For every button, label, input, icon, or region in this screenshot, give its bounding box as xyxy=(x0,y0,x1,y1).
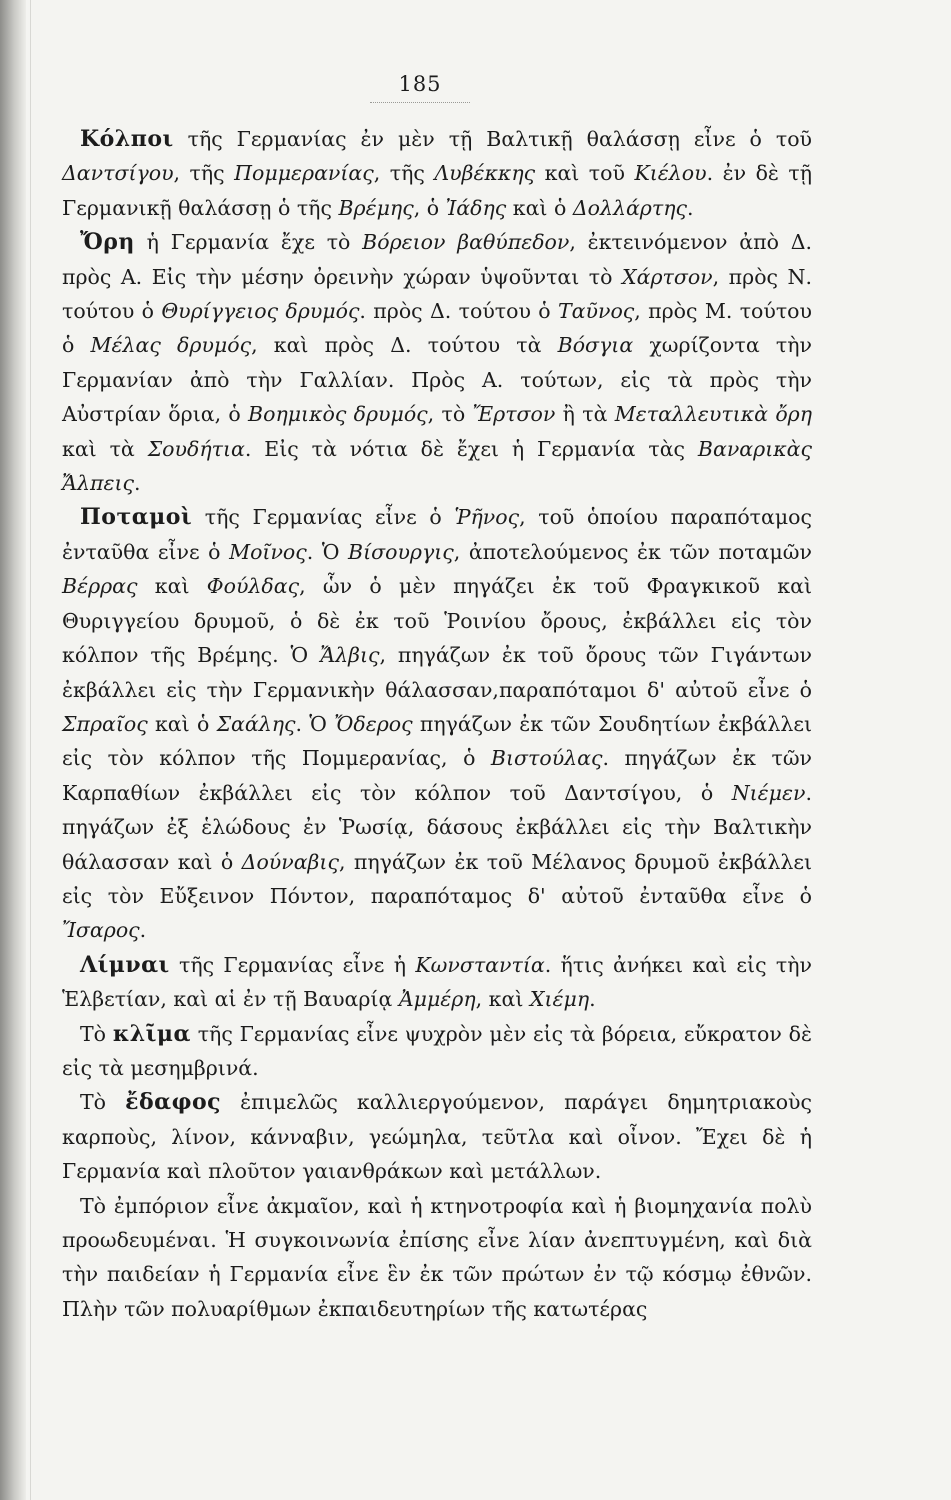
text: καὶ xyxy=(137,574,207,599)
place-name: Δαντσίγου xyxy=(62,161,174,186)
place-name: Δούναβις xyxy=(241,849,339,874)
text: Τὸ xyxy=(80,1021,113,1046)
text: . xyxy=(139,918,147,943)
place-name: Βόρειον βαθύπεδον xyxy=(362,230,570,255)
text: , καὶ xyxy=(475,987,530,1012)
heading-mountains: Ὄρη xyxy=(80,229,135,256)
place-name: Ἄλβις xyxy=(320,643,380,668)
heading-gulfs: Κόλποι xyxy=(80,126,174,152)
text: ἡ Γερμανία ἔχε τὸ xyxy=(134,230,363,255)
text: τῆς Γερμανίας ἐν μὲν τῇ Βαλτικῇ θαλάσσῃ εἶνε ὁ τοῦ xyxy=(173,127,812,151)
body-text xyxy=(62,122,812,1326)
place-name: Βιστούλας xyxy=(490,746,603,771)
text: , ἀποτελούμενος ἐκ τῶν ποταμῶν xyxy=(453,539,812,564)
place-name: Σαάλης xyxy=(216,711,296,736)
place-name: Βρέμης xyxy=(338,195,414,220)
place-name: Βόσγια xyxy=(557,333,634,358)
place-name: Σουδήτια xyxy=(147,436,245,461)
place-name: Ὄδερος xyxy=(334,711,413,736)
place-name: Κωνσταντία xyxy=(415,952,545,977)
text: , ὁ xyxy=(413,195,446,220)
place-name: Βίσουργις xyxy=(348,539,454,564)
page-number-rule xyxy=(370,102,470,103)
text: , πηγάζων ἐκ τοῦ ὄρους τῶν Γιγάντων ἐκβάλλει εἰς τὴν Γερμανικὴν θάλασσαν,παραπόταμοι δ' αὐτοῦ εἶνε ὁ xyxy=(62,643,812,702)
paragraph-mountains xyxy=(62,225,812,500)
text: . xyxy=(589,987,596,1012)
text: . ἥτις ἀνήκει καὶ εἰς τὴν Ἑλβετίαν, καὶ αἱ ἐν τῇ Βαυαρίᾳ xyxy=(62,952,812,1012)
text: Τὸ xyxy=(80,1090,126,1115)
place-name: Λυβέκκης xyxy=(434,161,536,186)
text: . πηγάζων ἐξ ἑλώδους ἐν Ῥωσίᾳ, δάσους ἐκβάλλει εἰς τὴν Βαλτικὴν θάλασσαν καὶ ὁ xyxy=(62,780,812,874)
place-name: Ἀμμέρη xyxy=(398,987,476,1012)
paragraph-gulfs xyxy=(62,122,812,225)
text: , τὸ xyxy=(427,402,473,427)
text: τῆς Γερμανίας εἶνε ὁ xyxy=(192,505,455,530)
place-name: Βέρρας xyxy=(62,574,138,599)
place-name: Μεταλλευτικὰ ὄρη xyxy=(614,402,813,427)
paragraph-commerce xyxy=(62,1189,812,1327)
text: , τοῦ ὁποίου παραπόταμος ἐνταῦθα εἶνε ὁ xyxy=(62,505,812,564)
paragraph-soil xyxy=(62,1085,812,1188)
text: . Ὁ xyxy=(306,539,348,564)
text: χωρίζοντα τὴν Γερμανίαν ἀπὸ τὴν Γαλλίαν. Πρὸς Α. τούτων, εἰς τὰ πρὸς τὴν Αὐστρίαν ὅρια, ὁ xyxy=(62,333,813,427)
place-name: Ἰάδης xyxy=(445,195,507,220)
text: . πρὸς Δ. τούτου ὁ xyxy=(359,299,558,324)
text: , πρὸς Ν. τούτου ὁ xyxy=(62,264,813,324)
place-name: Φούλδας xyxy=(206,574,300,599)
text: . Ὁ xyxy=(295,711,335,736)
text: , ἐκτεινόμενον ἀπὸ Δ. πρὸς Α. Εἰς τὴν μέσην ὀρεινὴν χώραν ὑψοῦνται τὸ xyxy=(62,230,813,289)
page-edge-shadow xyxy=(0,0,26,1500)
text: καὶ ὁ xyxy=(506,195,573,220)
place-name: Βαναρικὰς Ἄλπεις xyxy=(62,436,812,496)
text: , τῆς xyxy=(173,161,235,186)
place-name: Πομμερανίας xyxy=(234,161,374,186)
place-name: Σπραῖος xyxy=(62,711,148,736)
page-number: 185 xyxy=(398,72,442,96)
heading-rivers: Ποταμοὶ xyxy=(80,504,193,531)
place-name: Βοημικὸς δρυμός xyxy=(248,402,428,427)
gutter-line xyxy=(30,0,31,1500)
place-name: Ἔρτσον xyxy=(472,402,556,427)
text: . Εἰς τὰ νότια δὲ ἔχει ἡ Γερμανία τὰς xyxy=(244,436,698,461)
text: ἐπιμελῶς καλλιεργούμενον, παράγει δημητριακοὺς καρποὺς, λίνον, κάνναβιν, γεώμηλα, τεῦτλα καὶ οἶνον. Ἔχει δὲ ἡ Γερμανία καὶ πλοῦτον γαιανθράκων καὶ μετάλλων. xyxy=(62,1090,812,1184)
text: , τῆς xyxy=(373,161,435,186)
place-name: Χάρτσον xyxy=(622,264,713,289)
text: . ἐν δὲ τῇ Γερμανικῇ θαλάσσῃ ὁ τῆς xyxy=(62,161,813,220)
text: , καὶ πρὸς Δ. τούτου τὰ xyxy=(251,333,558,358)
place-name: Νιέμεν xyxy=(731,780,806,805)
heading-lakes: Λίμναι xyxy=(80,951,170,978)
text: , ὧν ὁ μὲν πηγάζει ἐκ τοῦ Φραγκικοῦ καὶ Θυριγγείου δρυμοῦ, ὁ δὲ ἐκ τοῦ Ῥοινίου ὄρους, ἐκβάλλει εἰς τὸν κόλπον τῆς Βρέμης. Ὁ xyxy=(62,574,812,668)
text: τῆς Γερμανίας εἶνε ἡ xyxy=(169,952,416,977)
heading-soil: ἔδαφος xyxy=(125,1089,222,1116)
place-name: Ταῦνος xyxy=(558,299,635,324)
place-name: Μοῖνος xyxy=(229,539,307,564)
place-name: Κιέλου xyxy=(634,161,707,186)
paragraph-rivers xyxy=(62,500,812,947)
place-name: Δολλάρτης xyxy=(572,195,687,220)
text: καὶ τὰ xyxy=(62,436,148,461)
text: , πηγάζων ἐκ τοῦ Μέλανος δρυμοῦ ἐκβάλλει εἰς τὸν Εὔξεινον Πόντον, παραπόταμος δ' αὐτοῦ ἐνταῦθα εἶνε ὁ xyxy=(62,849,812,908)
text: , πρὸς Μ. τούτου ὁ xyxy=(62,299,812,358)
place-name: Θυρίγγειος δρυμός xyxy=(161,299,360,324)
text: καὶ τοῦ xyxy=(535,161,635,186)
heading-climate: κλῖμα xyxy=(112,1020,191,1047)
place-name: Ἴσαρος xyxy=(62,918,140,943)
text: . xyxy=(134,471,141,496)
text: πηγάζων ἐκ τῶν Σουδητίων ἐκβάλλει εἰς τὸν κόλπον τῆς Πομμερανίας, ὁ xyxy=(62,711,812,771)
text: Τὸ ἐμπόριον εἶνε ἀκμαῖον, καὶ ἡ κτηνοτροφία καὶ ἡ βιομηχανία πολὺ προωδευμέναι. Ἡ συγκοινωνία ἐπίσης εἶνε λίαν ἀνεπτυγμένη, καὶ διὰ τὴν παιδείαν ἡ Γερμανία εἶνε ἓν ἐκ τῶν πρώτων ἐν τῷ κόσμῳ ἐθνῶν. Πλὴν τῶν πολυαρίθμων ἐκπαιδευτηρίων τῆς κατωτέρας xyxy=(62,1193,812,1321)
place-name: Ῥῆνος xyxy=(454,505,520,530)
place-name: Μέλας δρυμός xyxy=(90,333,252,358)
text: ἢ τὰ xyxy=(555,402,615,427)
paragraph-climate xyxy=(62,1017,812,1086)
place-name: Χιέμη xyxy=(529,987,590,1012)
paragraph-lakes xyxy=(62,948,812,1017)
text: τῆς Γερμανίας εἶνε ψυχρὸν μὲν εἰς τὰ βόρεια, εὔκρατον δὲ εἰς τὰ μεσημβρινά. xyxy=(62,1021,812,1080)
text: . xyxy=(686,195,694,220)
text: . πηγάζων ἐκ τῶν Καρπαθίων ἐκβάλλει εἰς τὸν κόλπον τοῦ Δαντσίγου, ὁ xyxy=(62,746,812,805)
text: καὶ ὁ xyxy=(147,711,217,736)
